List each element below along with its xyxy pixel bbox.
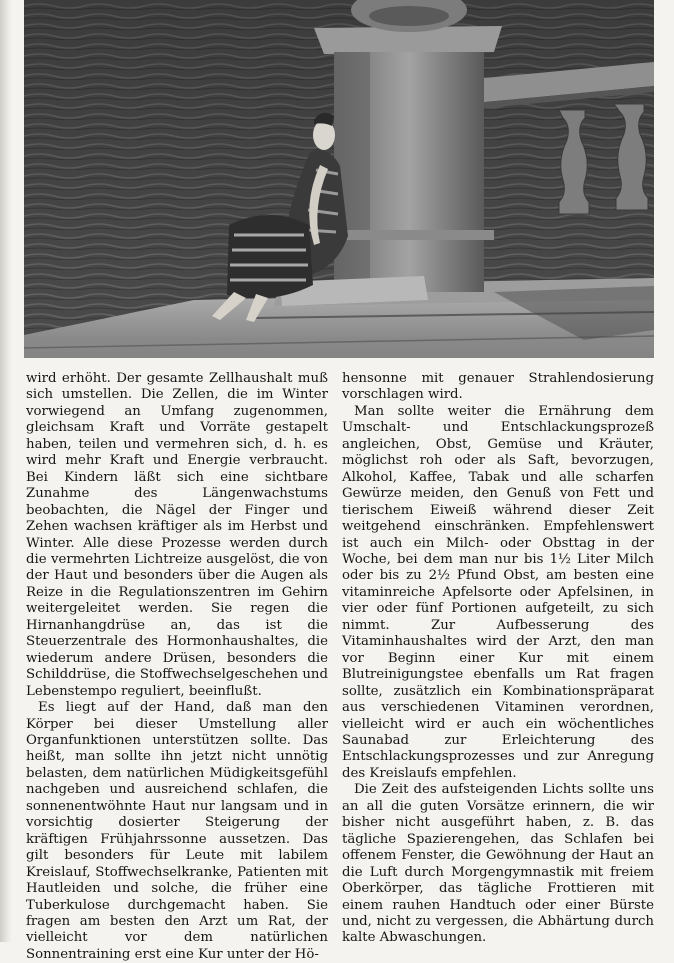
page-edge bbox=[0, 0, 12, 942]
text-column-left bbox=[26, 371, 328, 963]
photo-woman-sunbathing bbox=[24, 0, 654, 358]
paragraph: wird erhöht. Der gesamte Zellhaushalt muß sich umstellen. Die Zellen, die im Winter vorwiegend an Umfang zugenommen, gleichsam Kraft und Vorräte gestapelt haben, teilen und vermehren sich, d. h. es wird mehr Kraft und Energie verbraucht. Bei Kindern läßt sich eine sichtbare Zunahme des Längenwachstums beobachten, die Nägel der Finger und Zehen wachsen kräftiger als im Herbst und Winter. Alle diese Prozesse werden durch die vermehrten Lichtreize ausgelöst, die von der Haut und besonders über die Augen als Reize in die Regulationszentren im Gehirn weitergeleitet werden. Sie regen die Hirnanhangdrüse an, das ist die Steuerzentrale des Hormonhaushaltes, die wiederum andere Drüsen, besonders die Schilddrüse, die Stoffwechselgeschehen und Lebenstempo reguliert, beeinflußt. bbox=[26, 371, 328, 699]
paragraph: Man sollte weiter die Ernährung dem Umschalt- und Entschlackungsprozeß angleichen, Obst, Gemüse und Kräuter, möglichst roh oder als Saft, bevorzugen, Alkohol, Kaffee, Tabak und alle scharfen Gewürze meiden, den Genuß von Fett und tierischem Eiweiß während dieser Zeit weitgehend einschränken. Empfehlenswert ist auch ein Milch- oder Obsttag in der Woche, bei dem man nur bis 1½ Liter Milch oder bis zu 2½ Pfund Obst, am besten eine vitaminreiche Apfelsorte oder Apfelsinen, in vier oder fünf Portionen aufgeteilt, zu sich nimmt. Zur Aufbesserung des Vitaminhaushaltes wird der Arzt, den man vor Beginn einer Kur mit einem Blutreinigungstee ebenfalls um Rat fragen sollte, zusätzlich ein Kombinationspräparat aus verschiedenen Vitaminen verordnen, vielleicht wird er auch ein wöchentliches Saunabad zur Erleichterung des Entschlackungsprozesses und zur Anregung des Kreislaufs empfehlen. bbox=[342, 403, 654, 781]
paragraph: Es liegt auf der Hand, daß man den Körper bei dieser Umstellung aller Organfunktionen unterstützen sollte. Das heißt, man sollte ihn jetzt nicht unnötig belasten, dem natürlichen Müdigkeitsgefühl nachgeben und ausreichend schlafen, die sonnenentwöhnte Haut nur langsam und in vorsichtig dosierter Steigerung der kräftigen Frühjahrssonne aussetzen. Das gilt besonders für Leute mit labilem Kreislauf, Stoffwechselkranke, Patienten mit Hautleiden und solche, die früher eine Tuberkulose durchgemacht haben. Sie fragen am besten den Arzt um Rat, der vielleicht vor dem natürlichen Sonnentraining erst eine Kur unter der Hö- bbox=[26, 700, 328, 962]
text-column-right bbox=[342, 371, 654, 947]
paragraph: Die Zeit des aufsteigenden Lichts sollte uns an all die guten Vorsätze erinnern, die wir bisher nicht ausgeführt haben, z. B. das tägliche Spazierengehen, das Schlafen bei offenem Fenster, die Gewöhnung der Haut an die Luft durch Morgengymnastik mit freiem Oberkörper, das tägliche Frottieren mit einem rauhen Handtuch oder einer Bürste und, nicht zu vergessen, die Abhärtung durch kalte Abwaschungen. bbox=[342, 782, 654, 946]
photo-illustration bbox=[24, 0, 654, 358]
paragraph: hensonne mit genauer Strahlendosierung vorschlagen wird. bbox=[342, 371, 654, 403]
